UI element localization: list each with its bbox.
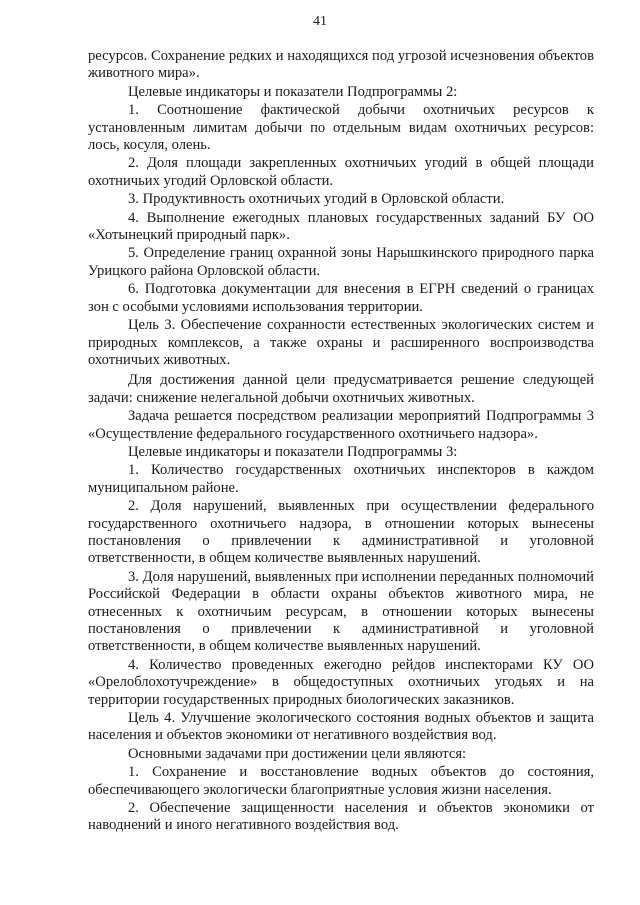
paragraph-indicator-2-1: 1. Соотношение фактической добычи охотничьих ресурсов к установленным лимитам добычи по отдельным видам охотничьих ресурсов: лось, косуля, олень. (88, 102, 594, 154)
paragraph-goal-3: Цель 3. Обеспечение сохранности естественных экологических систем и природных комплексов, а также охраны и расширенного воспроизводства охотничьих животных. (88, 317, 594, 368)
paragraph-goal-4-tasks-heading: Основными задачами при достижении цели являются: (128, 745, 467, 762)
paragraph-indicator-2-3: 3. Продуктивность охотничьих угодий в Орловской области. (128, 191, 505, 208)
paragraph-continuation: ресурсов. Сохранение редких и находящихся под угрозой исчезновения объектов животного мира». (88, 48, 594, 82)
paragraph-indicator-3-1: 1. Количество государственных охотничьих инспекторов в каждом муниципальном районе. (88, 462, 594, 496)
paragraph-indicator-2-4: 4. Выполнение ежегодных плановых государственных заданий БУ ОО «Хотынецкий природный парк». (88, 209, 594, 244)
paragraph-task-solution: Задача решается посредством реализации мероприятий Подпрограммы 3 «Осуществление федерального государственного охотничьего надзора». (88, 408, 594, 442)
paragraph-goal-3-task: Для достижения данной цели предусматривается решение следующей задачи: снижение нелегальной добычи охотничьих животных. (88, 372, 594, 406)
paragraph-indicator-2-5: 5. Определение границ охранной зоны Нарышкинского природного парка Урицкого района Орловской области. (88, 245, 594, 279)
paragraph-goal-4: Цель 4. Улучшение экологического состояния водных объектов и защита населения и объектов экономики от негативного воздействия вод. (88, 710, 594, 744)
page-number: 41 (313, 14, 327, 29)
paragraph-indicator-2-6: 6. Подготовка документации для внесения в ЕГРН сведений о границах зон с особыми условиями использования территории. (88, 281, 594, 315)
paragraph-goal-4-task-2: 2. Обеспечение защищенности населения и объектов экономики от наводнений и иного негативного воздействия вод. (88, 800, 594, 834)
paragraph-indicator-3-2: 2. Доля нарушений, выявленных при осуществлении федерального государственного охотничьего надзора, в отношении которых вынесены постановления о привлечении к административной и уголовной ответственности, в общем количестве выявленных нарушений. (88, 498, 594, 567)
paragraph-indicator-3-3: 3. Доля нарушений, выявленных при исполнении переданных полномочий Российской Федерации в области охраны объектов животного мира, не отнесенных к охотничьим ресурсам, в отношении которых вынесены постановления о привлечении к административной и уголовной ответственности, в общем количестве выявленных нарушений. (88, 568, 594, 655)
paragraph-indicator-2-2: 2. Доля площади закрепленных охотничьих угодий в общей площади охотничьих угодий Орловской области. (88, 155, 594, 189)
paragraph-indicators-3-heading: Целевые индикаторы и показатели Подпрограммы 3: (128, 443, 458, 460)
paragraph-indicators-2-heading: Целевые индикаторы и показатели Подпрограммы 2: (128, 83, 458, 100)
paragraph-indicator-3-4: 4. Количество проведенных ежегодно рейдов инспекторами КУ ОО «Орелоблохотучреждение» в общедоступных охотничьих угодьях и на территории государственных природных биологических заказников. (88, 656, 594, 708)
paragraph-goal-4-task-1: 1. Сохранение и восстановление водных объектов до состояния, обеспечивающего экологически благоприятные условия жизни населения. (88, 764, 594, 798)
